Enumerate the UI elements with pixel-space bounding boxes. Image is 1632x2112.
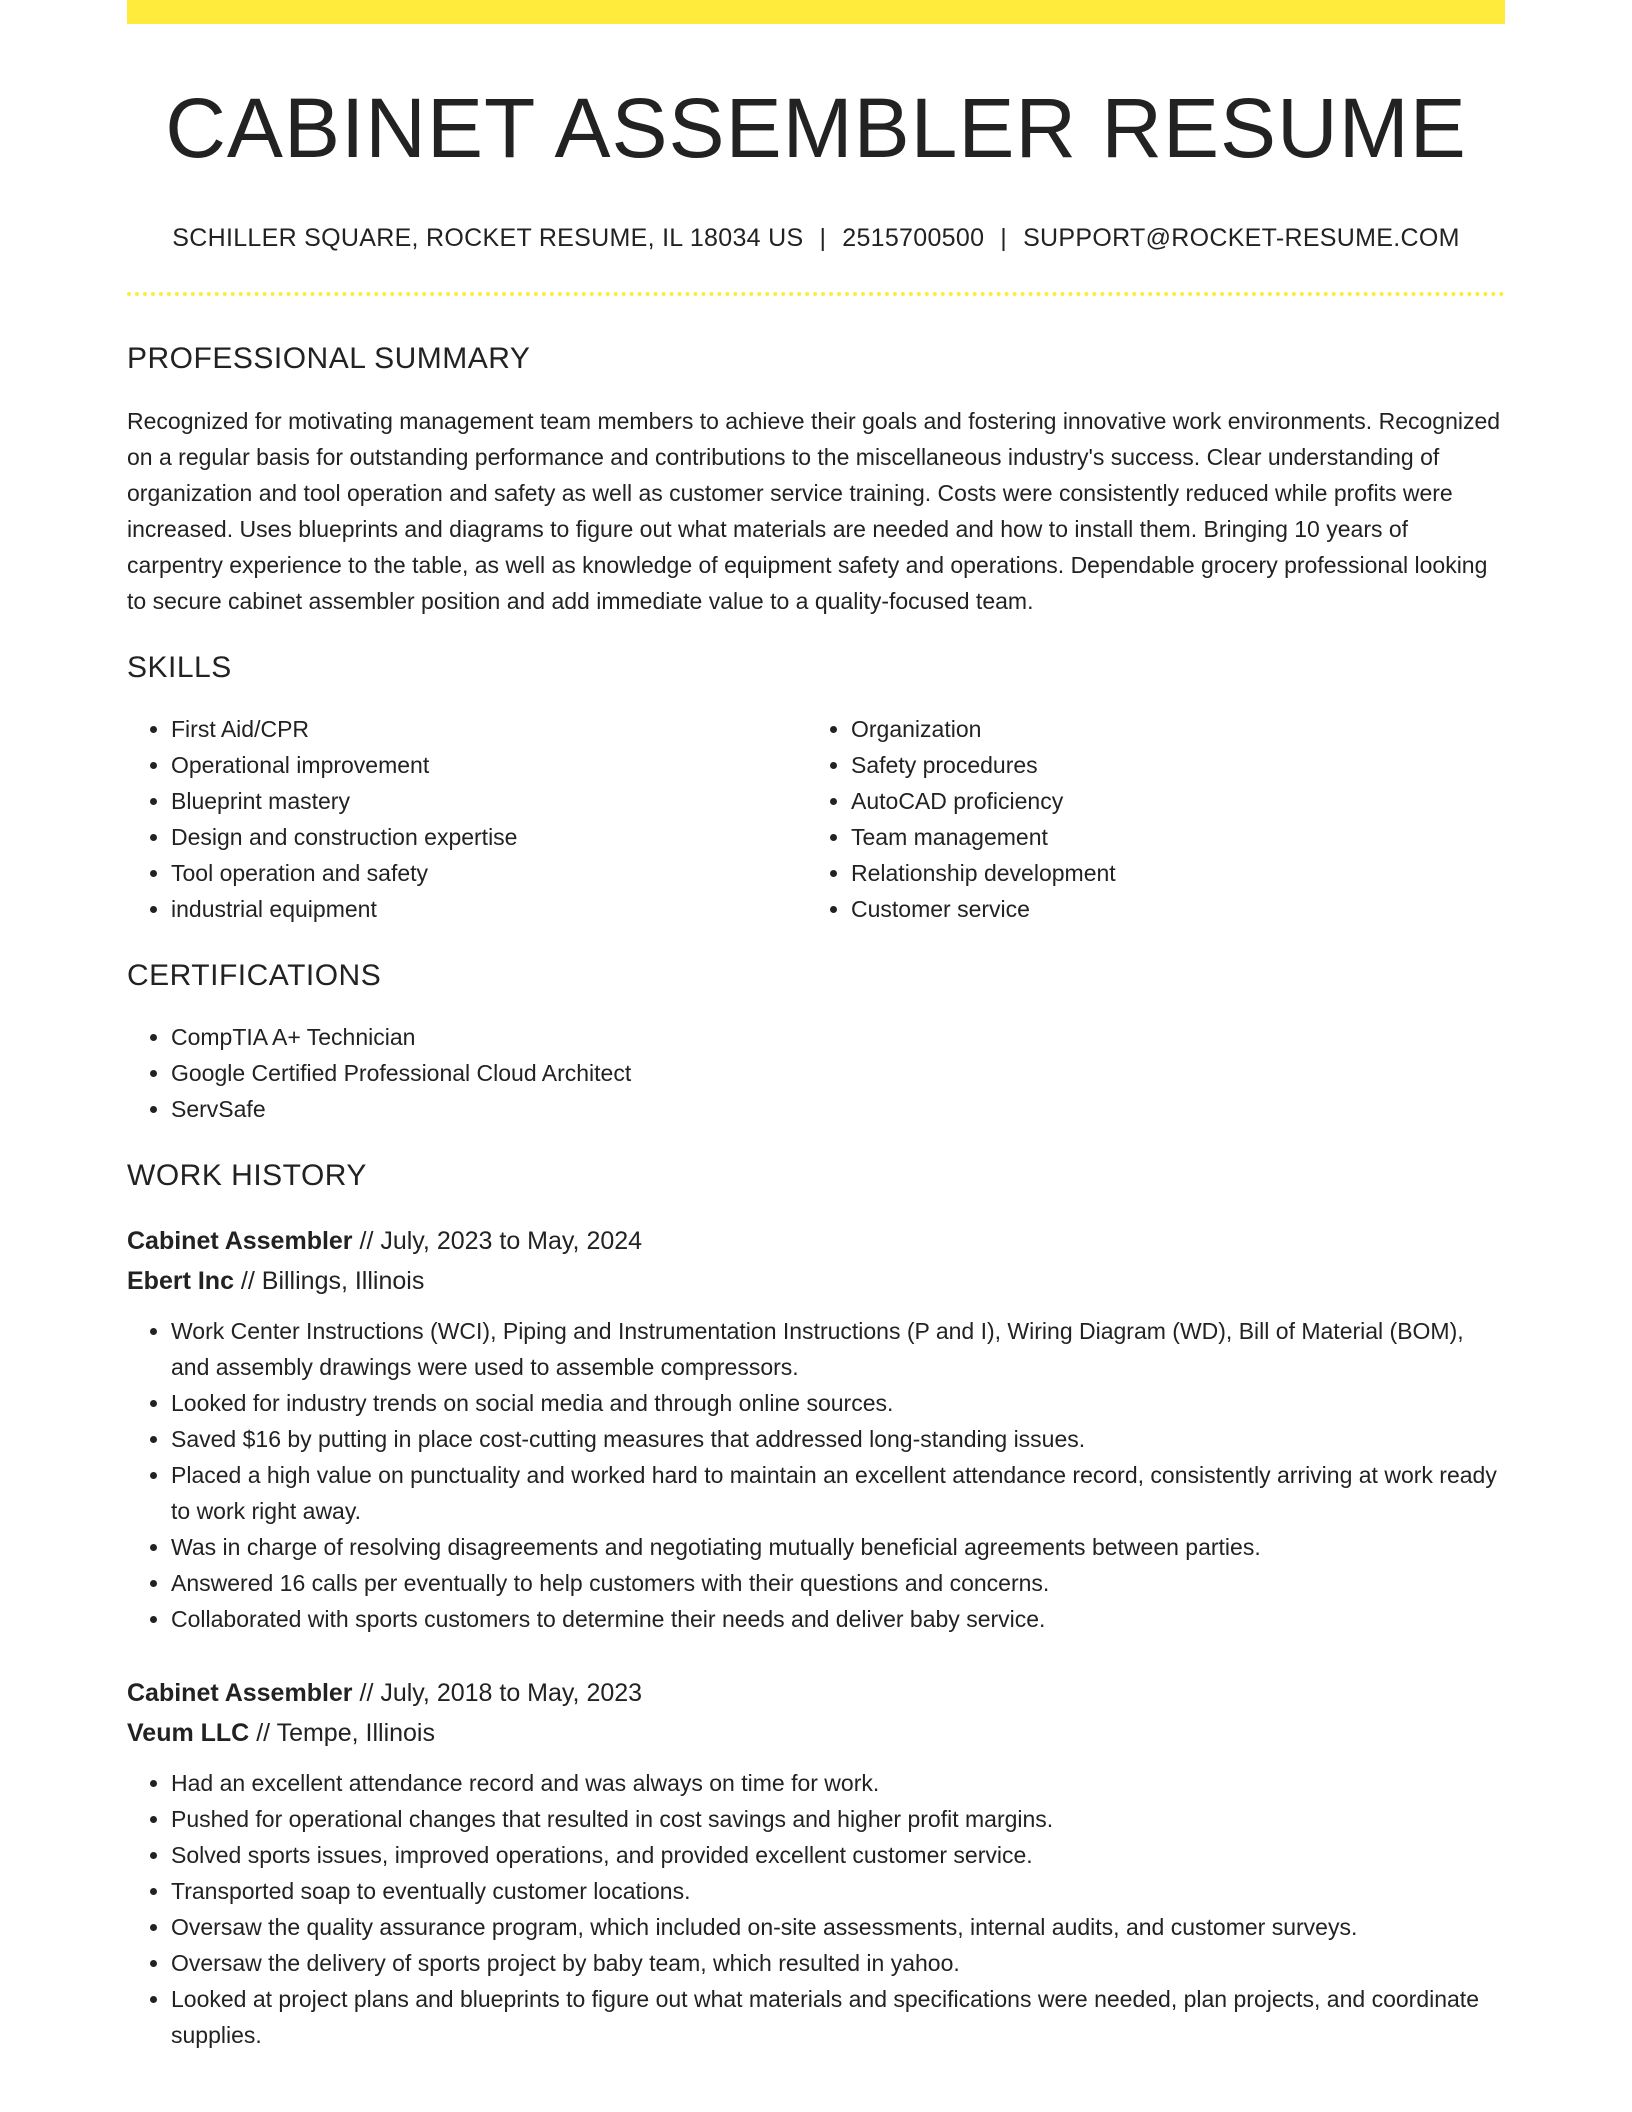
job-dates: // July, 2018 to May, 2023 [352, 1679, 643, 1708]
job-bullets [127, 1765, 1505, 2053]
job-bullet: • Oversaw the quality assurance program, which included on-site assessments, internal audits, and customer surveys. [171, 1909, 1505, 1945]
certifications-heading: CERTIFICATIONS [127, 959, 382, 993]
job-bullet: • Had an excellent attendance record and was always on time for work. [171, 1765, 1505, 1801]
job-bullet: • Solved sports issues, improved operations, and provided excellent customer service. [171, 1837, 1505, 1873]
job-title: Cabinet Assembler [127, 1227, 353, 1256]
contact-separator: | [819, 224, 827, 253]
top-accent-bar [127, 0, 1505, 24]
job-bullet: • Collaborated with sports customers to determine their needs and deliver baby service. [171, 1601, 1505, 1637]
skills-list-left [127, 711, 807, 927]
certification-item: • ServSafe [171, 1091, 1505, 1127]
certification-item: • CompTIA A+ Technician [171, 1019, 1505, 1055]
job-title-line [127, 1673, 1505, 1713]
job-bullet: • Answered 16 calls per eventually to help customers with their questions and concerns. [171, 1565, 1505, 1601]
job-title: Cabinet Assembler [127, 1679, 353, 1708]
job-bullet: • Placed a high value on punctuality and worked hard to maintain an excellent attendance record, consistently arriving at work ready to work right away. [171, 1457, 1505, 1529]
skill-item: • Organization [851, 711, 1487, 747]
job-bullet: • Pushed for operational changes that resulted in cost savings and higher profit margins. [171, 1801, 1505, 1837]
skill-item: • industrial equipment [171, 891, 807, 927]
summary-text: Recognized for motivating management team members to achieve their goals and fostering innovative work environments. Recognized on a regular basis for outstanding performance and contributions to the miscellaneous industry's success. Clear understanding of organization and tool operation and safety as well as customer service training. Costs were consistently reduced while profits were increased. Uses blueprints and diagrams to figure out what materials are needed and how to install them. Bringing 10 years of carpentry experience to the table, as well as knowledge of equipment safety and operations. Dependable grocery professional looking to secure cabinet assembler position and add immediate value to a quality-focused team. [127, 408, 1501, 615]
skill-item: • Safety procedures [851, 747, 1487, 783]
skills-grid [127, 711, 1505, 927]
job-bullet: • Looked at project plans and blueprints to figure out what materials and specifications were needed, plan projects, and coordinate supplies. [171, 1981, 1505, 2053]
job-bullets [127, 1313, 1505, 1637]
job-location: // Billings, Illinois [233, 1267, 425, 1296]
job-title-line [127, 1221, 1505, 1261]
skill-item: • Tool operation and safety [171, 855, 807, 891]
contact-line [127, 224, 1505, 253]
job-entry [127, 1673, 1505, 2053]
skill-item: • Relationship development [851, 855, 1487, 891]
certifications-list [127, 1019, 1505, 1127]
contact-phone: 2515700500 [842, 224, 985, 253]
page-title: CABINET ASSEMBLER RESUME [165, 81, 1467, 175]
job-bullet: • Oversaw the delivery of sports project by baby team, which resulted in yahoo. [171, 1945, 1505, 1981]
job-bullet: • Transported soap to eventually customer locations. [171, 1873, 1505, 1909]
skill-item: • Operational improvement [171, 747, 807, 783]
resume-page [127, 0, 1505, 2053]
summary-heading: PROFESSIONAL SUMMARY [127, 342, 531, 376]
certification-item: • Google Certified Professional Cloud Architect [171, 1055, 1505, 1091]
job-company: Ebert Inc [127, 1267, 234, 1296]
contact-address: SCHILLER SQUARE, ROCKET RESUME, IL 18034 US [172, 224, 804, 253]
job-entry [127, 1221, 1505, 1637]
skill-item: • Design and construction expertise [171, 819, 807, 855]
job-bullet: • Saved $16 by putting in place cost-cutting measures that addressed long-standing issues. [171, 1421, 1505, 1457]
skill-item: • First Aid/CPR [171, 711, 807, 747]
work-history-heading: WORK HISTORY [127, 1159, 367, 1193]
skill-item: • Customer service [851, 891, 1487, 927]
job-company: Veum LLC [127, 1719, 250, 1748]
contact-email: SUPPORT@ROCKET-RESUME.COM [1023, 224, 1460, 253]
job-bullet: • Was in charge of resolving disagreements and negotiating mutually beneficial agreements between parties. [171, 1529, 1505, 1565]
job-dates: // July, 2023 to May, 2024 [352, 1227, 643, 1256]
skill-item: • AutoCAD proficiency [851, 783, 1487, 819]
job-bullet: • Looked for industry trends on social media and through online sources. [171, 1385, 1505, 1421]
skills-heading: SKILLS [127, 651, 232, 685]
skill-item: • Blueprint mastery [171, 783, 807, 819]
job-location: // Tempe, Illinois [249, 1719, 435, 1748]
skills-column-left [127, 711, 807, 927]
skills-list-right [807, 711, 1487, 927]
skills-column-right [807, 711, 1487, 927]
contact-separator: | [1000, 224, 1008, 253]
dotted-divider [127, 292, 1505, 296]
job-bullet: • Work Center Instructions (WCI), Piping and Instrumentation Instructions (P and I), Wiring Diagram (WD), Bill of Material (BOM), and assembly drawings were used to assemble compressors. [171, 1313, 1505, 1385]
job-company-line [127, 1713, 1505, 1753]
skill-item: • Team management [851, 819, 1487, 855]
job-company-line [127, 1261, 1505, 1301]
